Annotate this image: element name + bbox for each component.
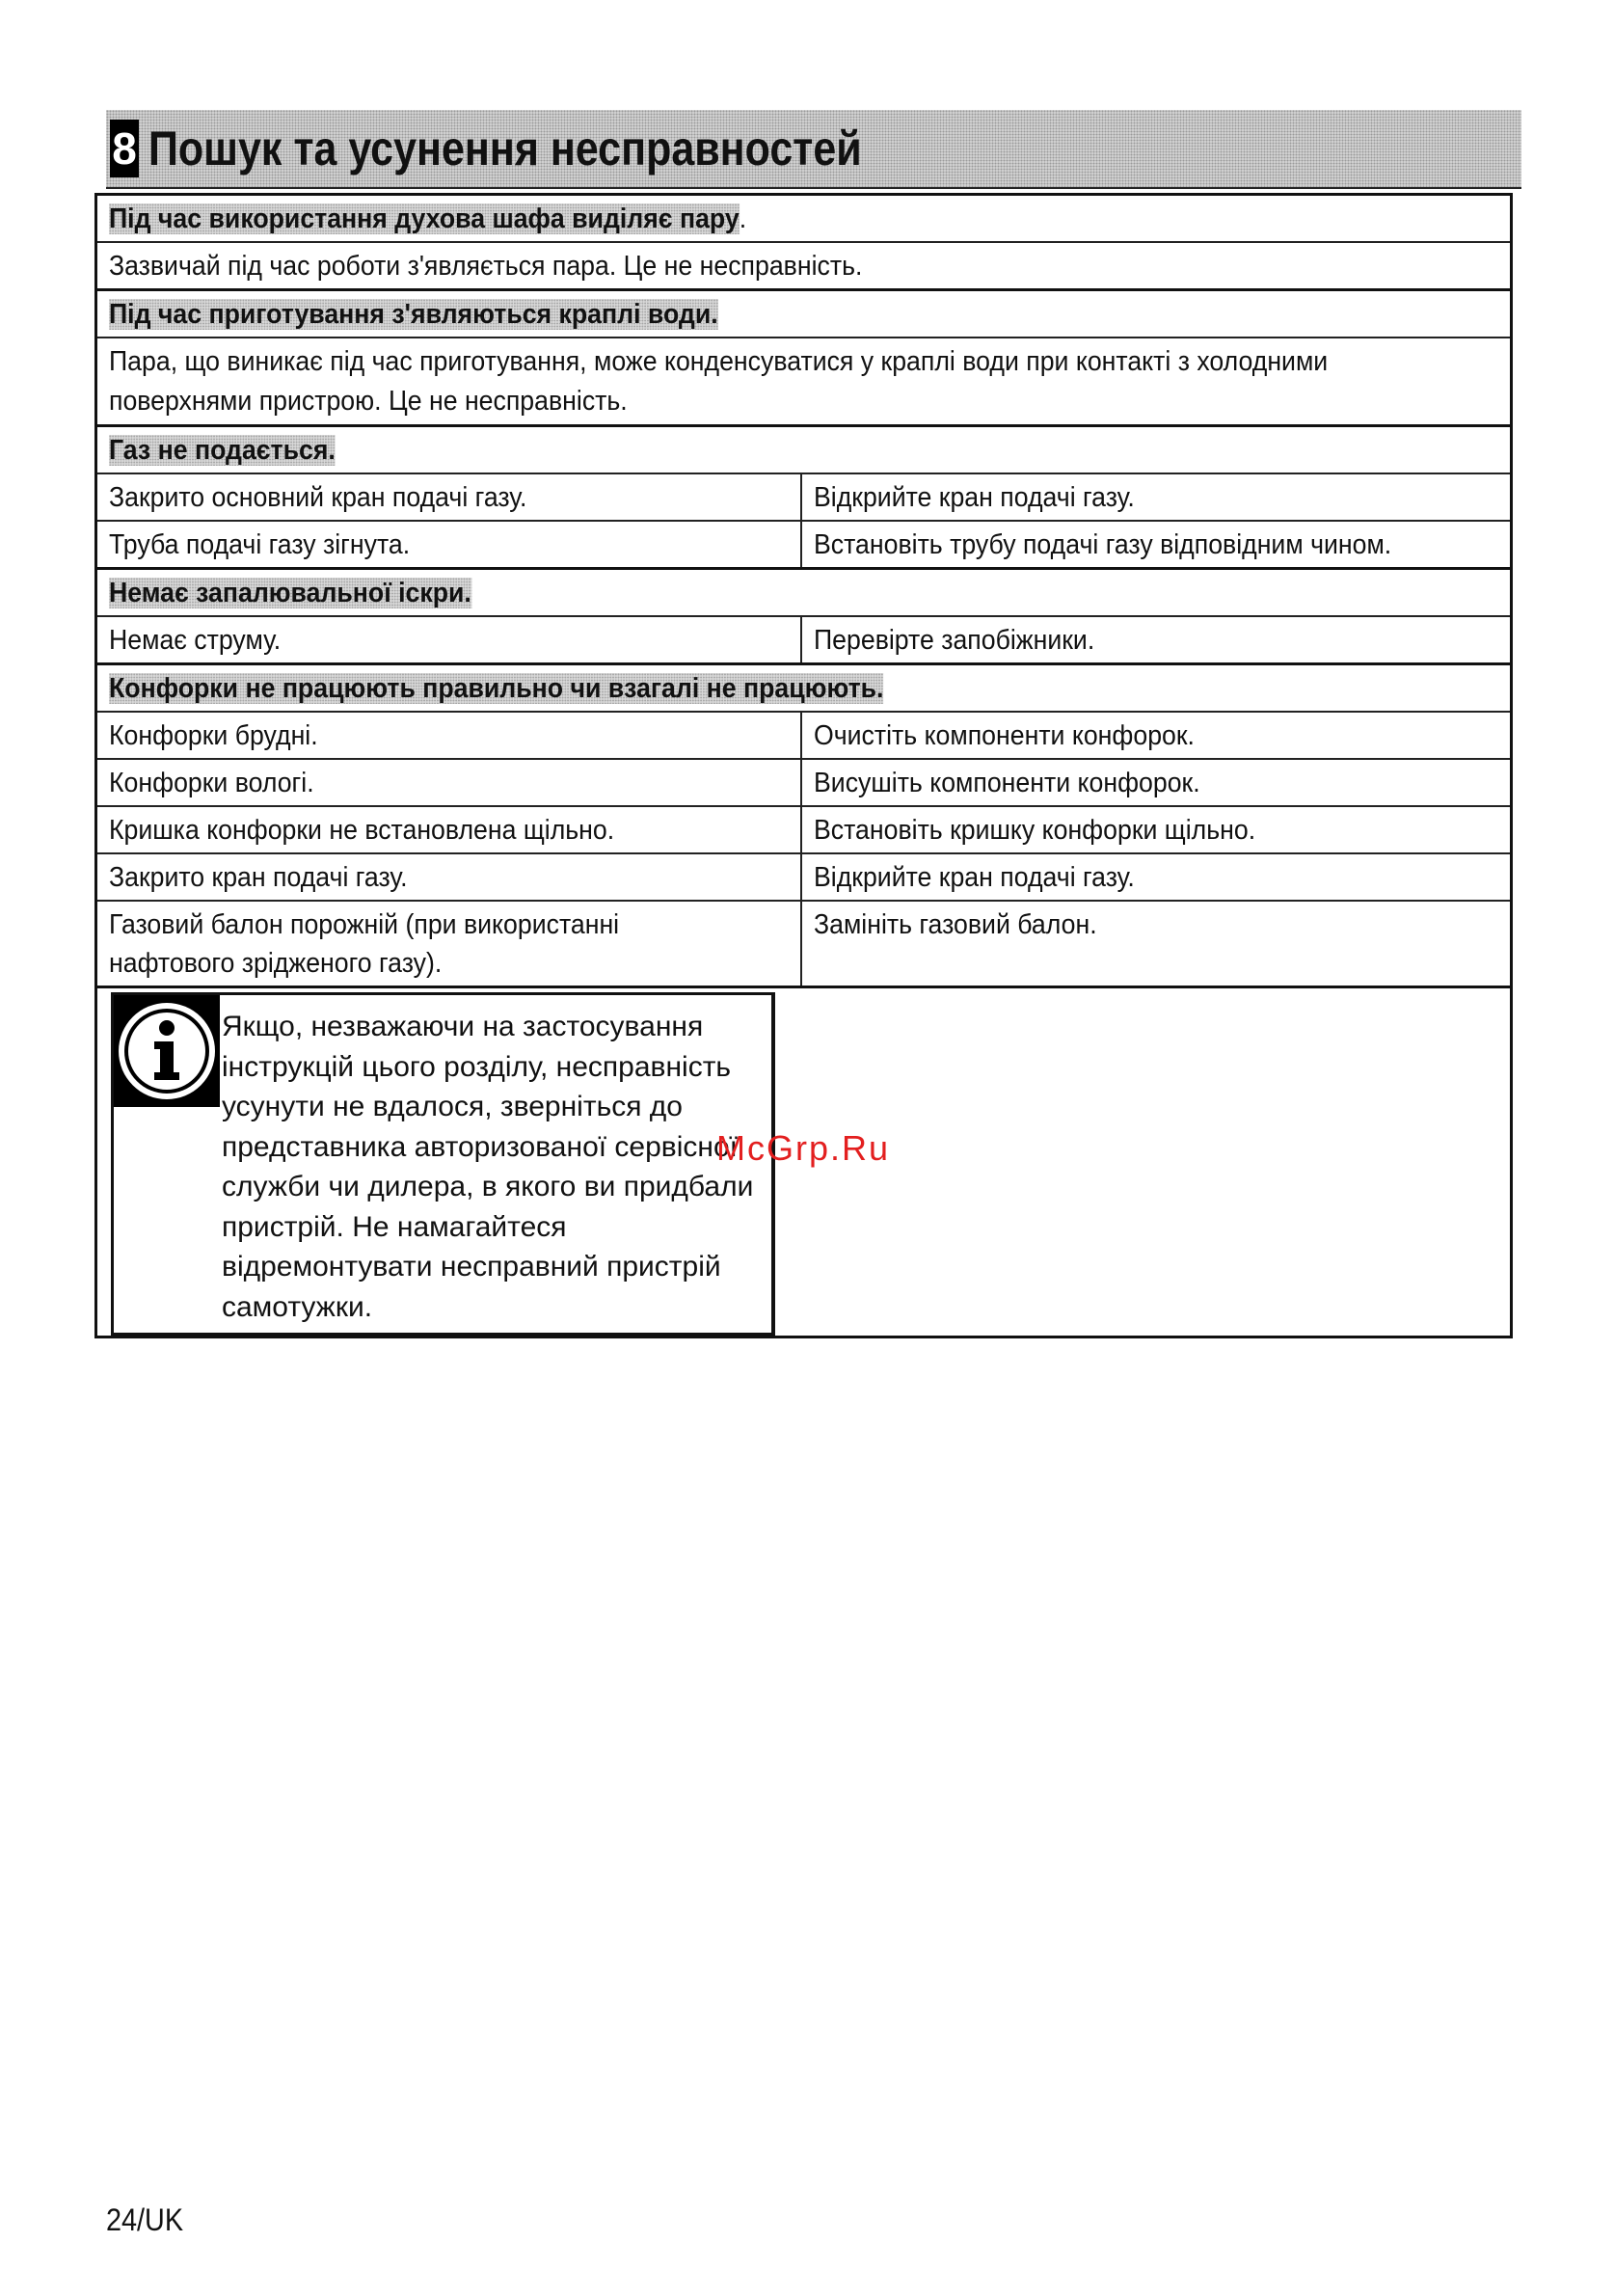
problem-header-row [96,290,1512,338]
remedy-cell: Замініть газовий балон. [813,909,1097,940]
remedy-cell: Відкрийте кран подачі газу. [813,862,1135,893]
cause-cell: Закрито кран подачі газу. [109,862,408,893]
problem-header-row [96,426,1512,474]
remedy-cell: Очистіть компоненти конфорок. [813,720,1195,751]
problem-title: Газ не подається. [109,435,336,466]
table-row [96,712,1512,759]
problem-note-row [96,242,1512,290]
cause-cell: Немає струму. [109,625,282,656]
problem-header-row [96,664,1512,713]
section-header [106,110,1521,189]
info-text: Якщо, незважаючи на застосування інструкцій цього розділу, несправність усунути не вдалося, зверніться до представника авторизованої сервісної служби чи дилера, в якого ви придбали пристрій. Не намагайтеся відремонтувати несправний пристрій самотужки. [222,1011,754,1323]
table-row [96,616,1512,664]
problem-header-row [96,195,1512,243]
problem-title: Конфорки не працюють правильно чи взагалі не працюють. [109,673,884,704]
table-row [96,521,1512,569]
remedy-cell: Висушіть компоненти конфорок. [813,768,1200,798]
table-row [96,473,1512,521]
problem-note-row [96,338,1512,426]
problem-title: Під час приготування з'являються краплі води. [109,299,718,330]
problem-title-suffix: . [739,203,747,234]
remedy-cell: Встановіть трубу подачі газу відповідним чином. [813,529,1391,560]
table-row [96,806,1512,853]
info-icon [114,995,220,1107]
section-title: Пошук та усунення несправностей [148,122,862,176]
table-row [96,901,1512,987]
problem-note: Пара, що виникає під час приготування, може конденсуватися у краплі води при контакті з холодними поверхнями пристрою. Це не несправність. [109,346,1329,417]
remedy-cell: Відкрийте кран подачі газу. [813,482,1135,513]
cause-cell: Газовий балон порожній (при використанні нафтового зрідженого газу). [109,909,620,979]
remedy-cell: Встановіть кришку конфорки щільно. [813,815,1255,846]
table-row [96,759,1512,806]
problem-header-row [96,569,1512,617]
problem-title: Під час використання духова шафа виділяє пару [109,203,740,234]
info-box [111,992,775,1336]
watermark: McGrp.Ru [716,1128,891,1168]
cause-cell: Труба подачі газу зігнута. [109,529,411,560]
cause-cell: Конфорки вологі. [109,768,314,798]
remedy-cell: Перевірте запобіжники. [813,625,1094,656]
cause-cell: Конфорки брудні. [109,720,318,751]
problem-note: Зазвичай під час роботи з'являється пара. Це не несправність. [109,251,863,282]
cause-cell: Кришка конфорки не встановлена щільно. [109,815,615,846]
problem-title: Немає запалювальної іскри. [109,578,471,608]
cause-cell: Закрито основний кран подачі газу. [109,482,527,513]
table-row [96,853,1512,901]
section-number: 8 [110,120,139,177]
page-number: 24/UK [106,2202,184,2237]
